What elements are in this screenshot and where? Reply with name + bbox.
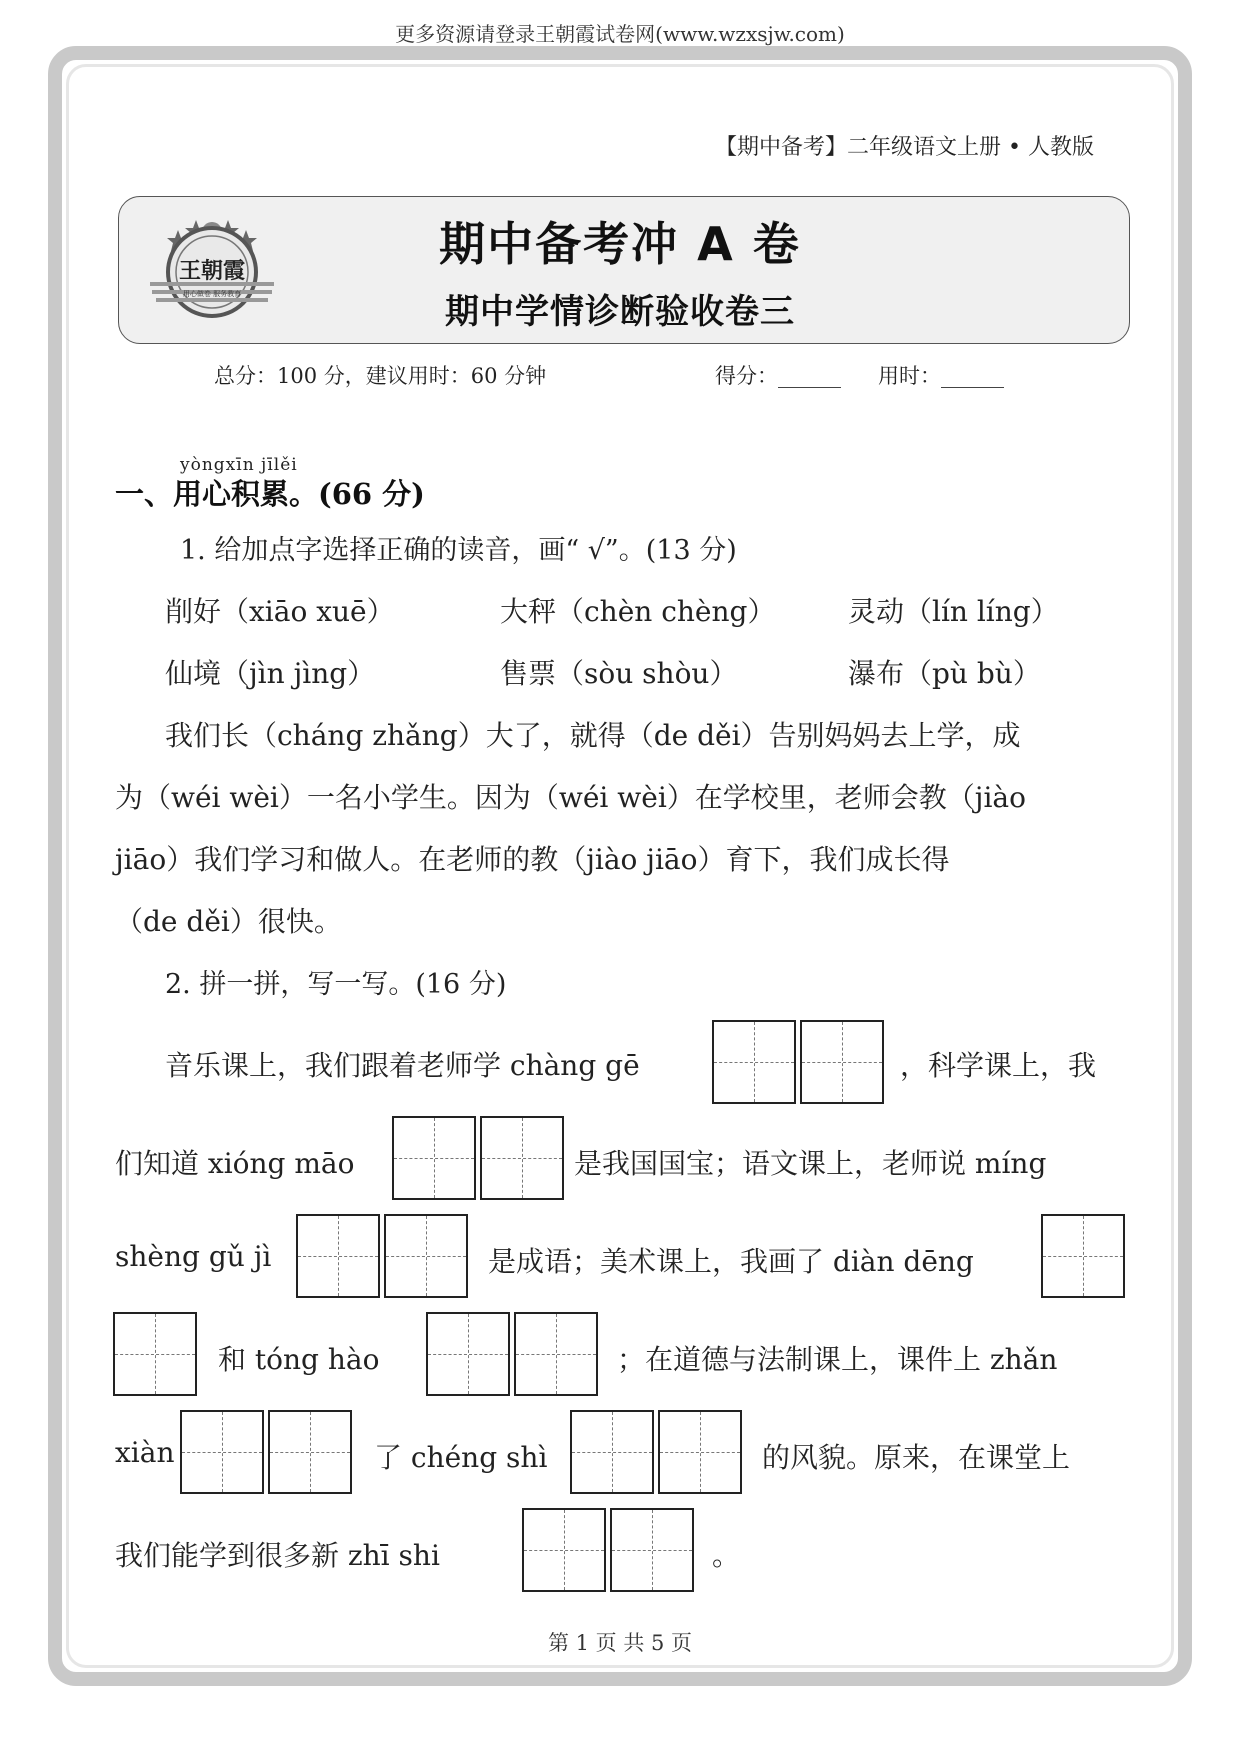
writing-box[interactable] — [268, 1410, 352, 1494]
writing-box[interactable] — [570, 1410, 654, 1494]
section1-title: 一、用心积累。(66 分) — [115, 477, 425, 511]
exam-title: 期中备考冲 A 卷 — [439, 217, 801, 271]
writing-box[interactable] — [113, 1312, 197, 1396]
writing-box[interactable] — [392, 1116, 476, 1200]
q2-text-2: ，科学课上，我 — [900, 1049, 1097, 1082]
writing-box[interactable] — [658, 1410, 742, 1494]
exam-subtitle: 期中学情诊断验收卷三 — [445, 292, 795, 332]
q1-item-2: 大秤（chèn chèng） — [500, 595, 776, 628]
section1-pinyin: yòngxīn jīlěi — [180, 455, 298, 475]
score-field[interactable]: 得分：______ — [715, 364, 841, 388]
q2-text-1: 音乐课上，我们跟着老师学 chàng gē — [165, 1049, 640, 1082]
q1-item-3: 灵动（lín líng） — [848, 595, 1059, 628]
q1-item-1: 削好（xiāo xuē） — [165, 595, 395, 628]
q1-item-4: 仙境（jìn jìng） — [165, 657, 376, 690]
q2-title: 2. 拼一拼，写一写。(16 分) — [165, 969, 507, 1000]
writing-box[interactable] — [180, 1410, 264, 1494]
writing-box[interactable] — [480, 1116, 564, 1200]
q2-text-4: 是我国国宝；语文课上，老师说 míng — [574, 1147, 1047, 1180]
q2-text-6: 是成语；美术课上，我画了 diàn dēng — [488, 1245, 974, 1278]
writing-box[interactable] — [800, 1020, 884, 1104]
writing-box[interactable] — [384, 1214, 468, 1298]
q1-paragraph-line-1: 我们长（cháng zhǎng）大了，就得（de děi）告别妈妈去上学，成 — [165, 719, 1021, 752]
q2-text-8: ；在道德与法制课上，课件上 zhǎn — [617, 1343, 1058, 1376]
top-banner: 更多资源请登录王朝霞试卷网(www.wzxsjw.com) — [395, 22, 845, 46]
writing-box[interactable] — [712, 1020, 796, 1104]
q2-text-10: 了 chéng shì — [374, 1441, 548, 1474]
series-label: 【期中备考】二年级语文上册 • 人教版 — [715, 135, 1094, 160]
logo-name: 王朝霞 — [178, 259, 246, 284]
time-field[interactable]: 用时：______ — [878, 364, 1004, 388]
logo-tagline: 用心做卷 服务教育 — [182, 290, 242, 298]
q2-text-11: 的风貌。原来，在课堂上 — [762, 1441, 1071, 1474]
q1-item-5: 售票（sòu shòu） — [500, 657, 738, 690]
writing-box[interactable] — [514, 1312, 598, 1396]
q2-text-12: 我们能学到很多新 zhī shi — [115, 1539, 440, 1572]
q2-text-9: xiàn — [115, 1436, 175, 1469]
q1-paragraph-line-4: （de děi）很快。 — [115, 905, 342, 938]
page-number: 第 1 页 共 5 页 — [547, 1631, 693, 1655]
writing-box[interactable] — [426, 1312, 510, 1396]
writing-box[interactable] — [522, 1508, 606, 1592]
q1-paragraph-line-3: jiāo）我们学习和做人。在老师的教（jiào jiāo）育下，我们成长得 — [115, 843, 950, 876]
q2-text-13: 。 — [712, 1539, 741, 1572]
q2-text-5: shèng gǔ jì — [115, 1240, 272, 1273]
total-score-info: 总分：100 分，建议用时：60 分钟 — [214, 364, 547, 388]
q1-title: 1. 给加点字选择正确的读音，画“ √”。(13 分) — [180, 535, 737, 566]
writing-box[interactable] — [296, 1214, 380, 1298]
q2-text-7: 和 tóng hào — [218, 1343, 380, 1376]
writing-box[interactable] — [610, 1508, 694, 1592]
writing-box[interactable] — [1041, 1214, 1125, 1298]
q2-text-3: 们知道 xióng māo — [115, 1147, 355, 1180]
q1-paragraph-line-2: 为（wéi wèi）一名小学生。因为（wéi wèi）在学校里，老师会教（jiào — [115, 781, 1026, 814]
q1-item-6: 瀑布（pù bù） — [848, 657, 1041, 690]
